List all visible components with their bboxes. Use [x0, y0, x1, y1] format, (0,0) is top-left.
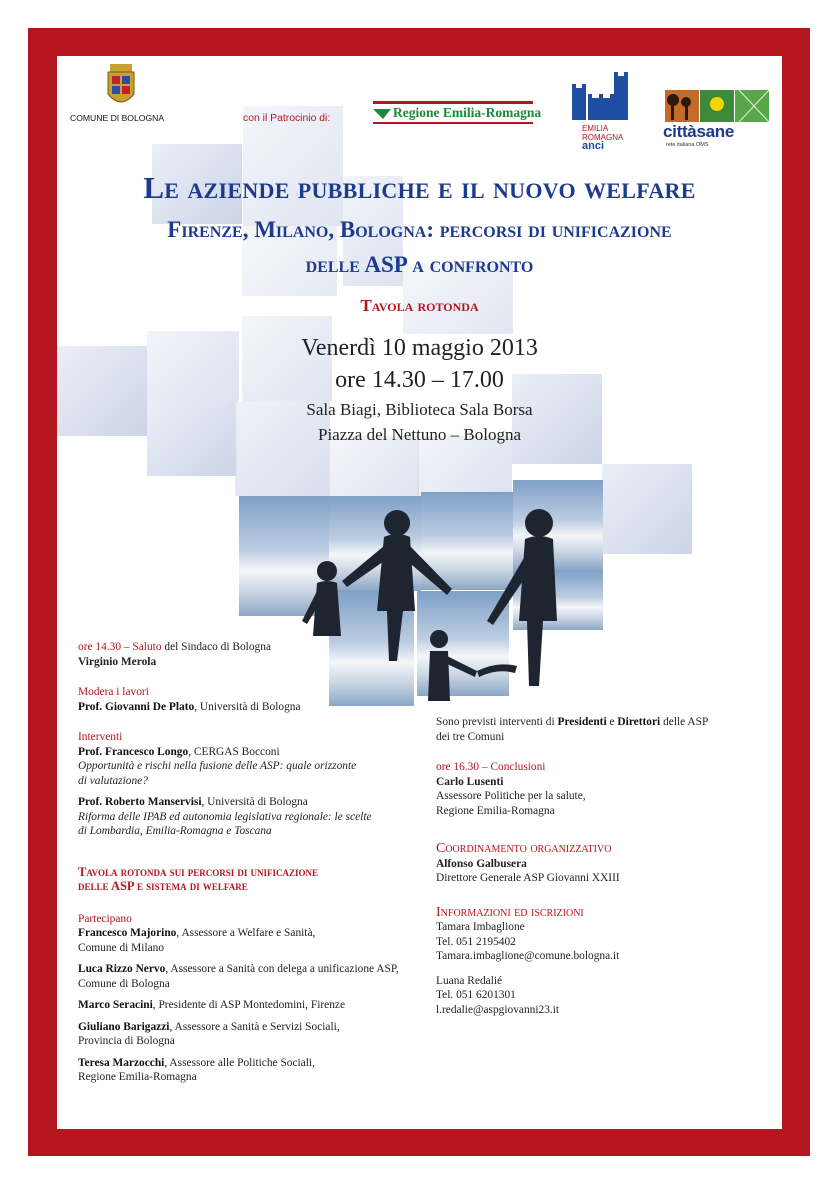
anci-line1: EMILIA [582, 124, 609, 133]
event-place-line2: Piazza del Nettuno – Bologna [317, 425, 521, 444]
conclusioni-aff1: Assessore Politiche per la salute, [436, 790, 586, 802]
info1-mail[interactable]: Tamara.imbaglione@comune.bologna.it [436, 950, 620, 962]
int1-topic2: di valutazione? [78, 774, 148, 787]
info-label: Informazioni ed iscrizioni [436, 904, 584, 920]
int2-topic2: di Lombardia, Emilia-Romagna e Toscana [78, 825, 272, 837]
interventi-label: Interventi [78, 731, 123, 743]
p5-aff1: , Assessore alle Politiche Sociali, [164, 1056, 315, 1069]
anci-label [582, 124, 623, 151]
subtitle-line1: Firenze, Milano, Bologna: percorsi di unificazione [167, 217, 672, 242]
deco-square [602, 464, 692, 554]
event-place-line1: Sala Biagi, Biblioteca Sala Borsa [306, 400, 533, 419]
deco-square [243, 106, 343, 226]
p1-line [78, 926, 408, 941]
patrocinio-label: con il Patrocinio di: [243, 113, 331, 124]
modera-name: Prof. Giovanni De Plato [78, 700, 195, 713]
p3-aff1: , Presidente di ASP Montedomini, Firenze [152, 999, 346, 1011]
tavola-title1: Tavola rotonda sui percorsi di unificazione [78, 864, 318, 879]
coord-name: Alfonso Galbusera [436, 857, 527, 870]
p2-name: Luca Rizzo Nervo [78, 963, 166, 975]
conclusioni-time: ore 16.30 – Conclusioni [436, 761, 546, 773]
int2-name: Prof. Roberto Manservisi [78, 796, 202, 808]
deco-square [417, 436, 512, 496]
p2-aff1: , Assessore a Sanità con delega a unificazione ASP, [165, 963, 399, 975]
info2-mail[interactable]: l.redalie@aspgiovanni23.it [436, 1003, 560, 1016]
event-date: Venerdì 10 maggio 2013 [301, 335, 538, 361]
regione-logo [373, 101, 542, 125]
saluto-name: Virginio Merola [78, 655, 157, 668]
cittasane-label: cittàsane [663, 122, 735, 141]
deco-square [329, 436, 419, 496]
p5-aff2: Regione Emilia-Romagna [78, 1071, 197, 1083]
info1-name: Tamara Imbaglione [436, 921, 525, 933]
regione-mark-icon [373, 107, 391, 121]
p3-line [78, 998, 408, 1013]
p1-aff1: , Assessore a Welfare e Sanità, [176, 927, 316, 939]
saluto-time: ore 14.30 – Saluto [78, 641, 162, 653]
cittasane-logo [665, 90, 769, 124]
info1-tel: Tel. 051 2195402 [436, 935, 516, 948]
modera-line [78, 700, 408, 715]
modera-aff: , Università di Bologna [194, 700, 301, 713]
program-right [436, 715, 766, 1017]
subtitle-line2: delle ASP a confronto [305, 252, 534, 277]
bologna-crest-icon [104, 62, 138, 112]
int2-topic1: Riforma delle IPAB ed autonomia legislativa regionale: le scelte [78, 810, 372, 823]
int1-name: Prof. Francesco Longo [78, 745, 189, 758]
int1-aff: , CERGAS Bocconi [188, 745, 280, 758]
info2-tel: Tel. 051 6201301 [436, 989, 516, 1001]
anci-line3: anci [582, 140, 605, 152]
p4-aff1: , Assessore a Sanità e Servizi Sociali, [169, 1020, 340, 1033]
previsti-line2: dei tre Comuni [436, 730, 505, 743]
int2-aff: , Università di Bologna [201, 796, 308, 808]
p5-name: Teresa Marzocchi [78, 1056, 165, 1069]
conclusioni-aff2: Regione Emilia-Romagna [436, 804, 555, 817]
int1-line [78, 745, 408, 760]
poster-paper [57, 56, 782, 1129]
p2-line [78, 962, 408, 977]
conclusioni-name: Carlo Lusenti [436, 775, 504, 788]
p5-line [78, 1056, 408, 1071]
event-time: ore 14.30 – 17.00 [335, 367, 504, 393]
p1-name: Francesco Majorino [78, 927, 177, 939]
program-left [78, 640, 408, 1085]
tavola-rotonda-label: Tavola rotonda [360, 296, 479, 315]
int1-topic1: Opportunità e rischi nella fusione delle ASP: quale orizzonte [78, 760, 357, 772]
tavola-title2: delle ASP e sistema di welfare [78, 879, 248, 893]
cittasane-sub: rete italiana OMS [666, 142, 709, 148]
modera-label: Modera i lavori [78, 686, 149, 698]
p4-line [78, 1020, 408, 1035]
previsti-line1: Sono previsti interventi di Presidenti e Direttori delle ASP [436, 716, 709, 728]
p1-aff2: Comune di Milano [78, 941, 165, 954]
coord-aff: Direttore Generale ASP Giovanni XXIII [436, 872, 620, 884]
int2-line [78, 795, 408, 810]
coord-label: Coordinamento organizzativo [436, 841, 612, 856]
saluto-line [78, 640, 408, 655]
main-title: Le aziende pubbliche e il nuovo welfare [143, 170, 696, 205]
p2-aff2: Comune di Bologna [78, 977, 170, 990]
regione-label: Regione Emilia-Romagna [393, 105, 542, 120]
saluto-rest: del Sindaco di Bologna [161, 641, 271, 653]
anci-line2: ROMAGNA [582, 133, 624, 142]
partecipano-label: Partecipano [78, 912, 132, 925]
p4-aff2: Provincia di Bologna [78, 1035, 175, 1047]
p3-name: Marco Seracini [78, 999, 153, 1011]
p4-name: Giuliano Barigazzi [78, 1020, 170, 1033]
cittasane-tree-icon [665, 90, 769, 122]
anci-castle-icon [570, 72, 632, 120]
comune-label: COMUNE DI BOLOGNA [70, 113, 165, 123]
info2-name: Luana Redalié [436, 974, 503, 987]
